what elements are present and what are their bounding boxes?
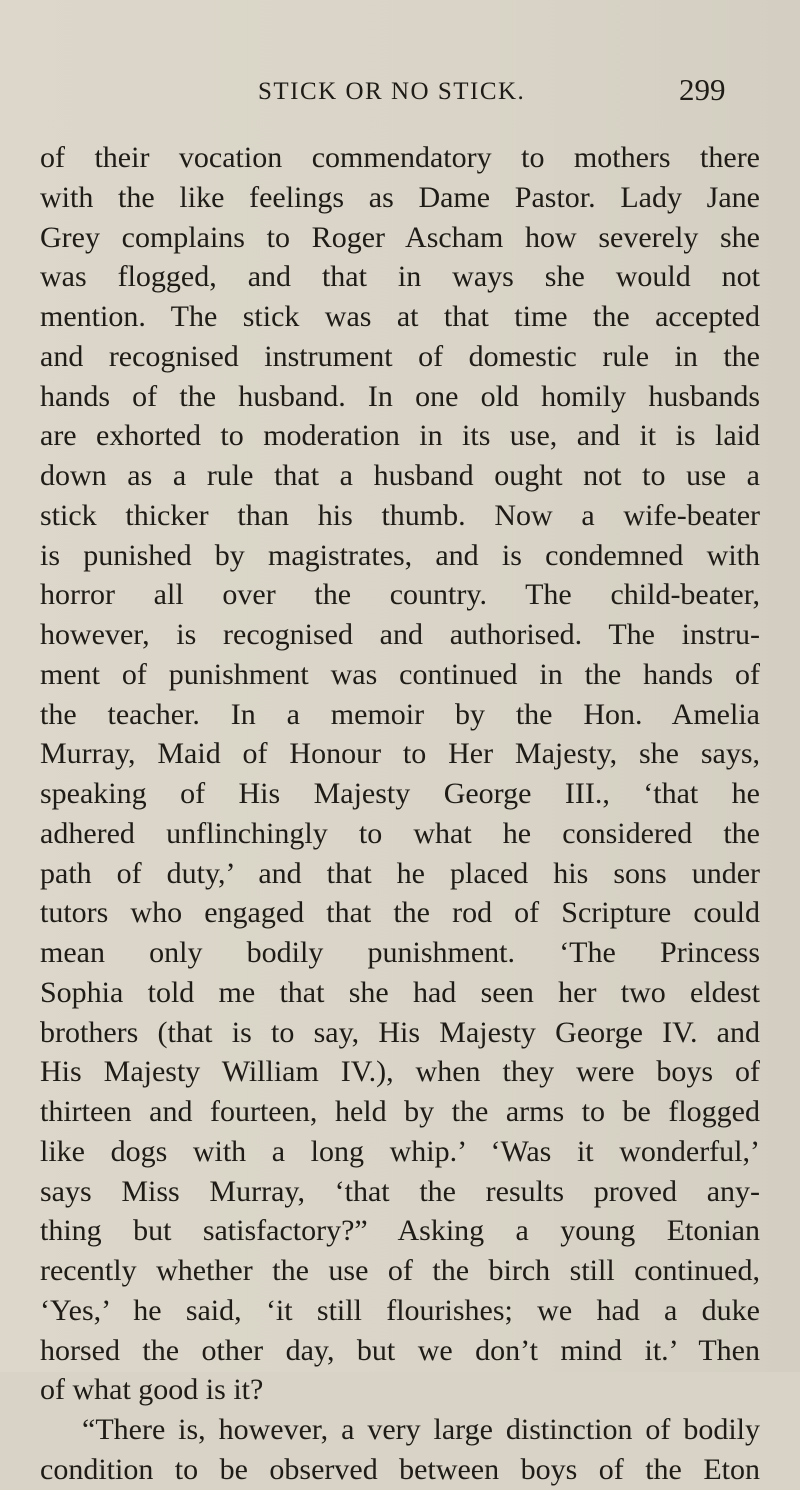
text-line: Grey complains to Roger Ascham how severely she xyxy=(40,220,760,254)
text-line: with the like feelings as Dame Pastor. Lady Jane xyxy=(40,180,760,214)
text-line: horror all over the country. The child-beater, xyxy=(40,578,760,612)
body-text xyxy=(40,138,760,1490)
text-line: His Majesty William IV.), when they were boys of xyxy=(40,1055,760,1089)
text-line: speaking of His Majesty George III., ‘that he xyxy=(40,777,760,810)
page-number: 299 xyxy=(679,72,726,107)
running-head: STICK OR NO STICK. xyxy=(258,78,526,105)
text-line: was flogged, and that in ways she would not xyxy=(40,260,760,294)
text-line: path of duty,’ and that he placed his sons under xyxy=(40,856,760,890)
text-line: the teacher. In a memoir by the Hon. Amelia xyxy=(40,697,760,731)
text-line: mean only bodily punishment. ‘The Princess xyxy=(40,936,760,969)
text-line: down as a rule that a husband ought not to use a xyxy=(40,459,760,492)
text-line: brothers (that is to say, His Majesty George IV. and xyxy=(40,1015,760,1049)
text-line: condition to be observed between boys of the Eton xyxy=(40,1452,760,1486)
text-line: however, is recognised and authorised. The instru- xyxy=(40,618,760,651)
text-line: horsed the other day, but we don’t mind it.’ Then xyxy=(40,1333,760,1367)
text-line: Murray, Maid of Honour to Her Majesty, she says, xyxy=(40,737,760,771)
text-line: hands of the husband. In one old homily husbands xyxy=(40,379,760,413)
text-line: thing but satisfactory?” Asking a young Etonian xyxy=(40,1214,760,1248)
text-line: are exhorted to moderation in its use, and it is laid xyxy=(40,419,760,453)
text-line: says Miss Murray, ‘that the results proved any- xyxy=(40,1174,760,1208)
text-line: is punished by magistrates, and is condemned with xyxy=(40,538,760,572)
text-line: Sophia told me that she had seen her two eldest xyxy=(40,975,760,1009)
text-line-paragraph-start: “There is, however, a very large distinction of bodily xyxy=(82,1413,760,1446)
text-line: stick thicker than his thumb. Now a wife-beater xyxy=(40,498,760,532)
text-line: ment of punishment was continued in the hands of xyxy=(40,657,760,691)
text-line: adhered unflinchingly to what he considered the xyxy=(40,816,760,850)
text-line: tutors who engaged that the rod of Scripture could xyxy=(40,896,760,930)
text-line: recently whether the use of the birch still continued, xyxy=(40,1254,760,1287)
text-line-paragraph-end: of what good is it? xyxy=(40,1373,264,1407)
text-line: ‘Yes,’ he said, ‘it still flourishes; we had a duke xyxy=(40,1293,760,1327)
text-line: like dogs with a long whip.’ ‘Was it wonderful,’ xyxy=(40,1134,760,1168)
text-line: thirteen and fourteen, held by the arms to be flogged xyxy=(40,1095,760,1128)
text-line: of their vocation commendatory to mothers there xyxy=(40,141,760,174)
text-line: mention. The stick was at that time the accepted xyxy=(40,300,760,333)
text-line: and recognised instrument of domestic rule in the xyxy=(40,339,760,373)
